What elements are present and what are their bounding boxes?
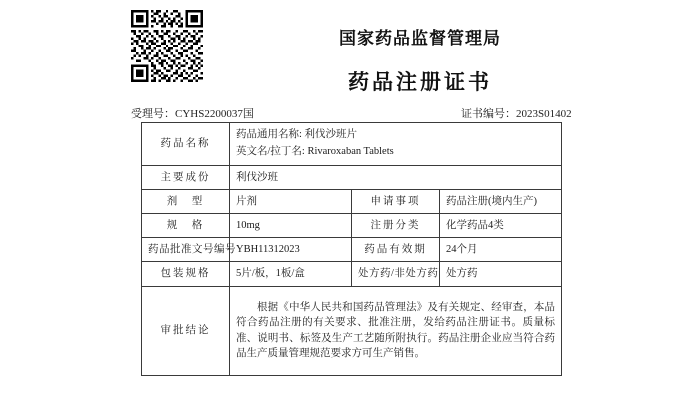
registration-category-value: 化学药品4类: [440, 214, 562, 238]
drug-english-name: 英文名/拉丁名: Rivaroxaban Tablets: [236, 145, 394, 157]
application-item-label: 申请事项: [352, 189, 440, 213]
registration-category-label: 注册分类: [352, 214, 440, 238]
drug-name-label: 药品名称: [142, 123, 230, 166]
prescription-type-label: 处方药/非处方药: [352, 262, 440, 286]
registration-table: [141, 122, 562, 376]
approval-number-label: 药品批准文号编号: [142, 238, 230, 262]
validity-period-label: 药品有效期: [352, 238, 440, 262]
certificate-number-label: 证书编号：: [461, 108, 516, 120]
acceptance-number-label: 受理号：: [131, 108, 175, 120]
application-item-value: 药品注册(境内生产): [440, 189, 562, 213]
main-ingredient-value: 利伐沙班: [230, 165, 562, 189]
package-spec-label: 包装规格: [142, 262, 230, 286]
acceptance-number: [131, 105, 254, 121]
table-row: [142, 165, 562, 189]
issuing-authority-title: 国家药品监督管理局: [339, 29, 501, 48]
conclusion-paragraph: 根据《中华人民共和国药品管理法》及有关规定、经审查，本品符合药品注册的有关要求、批准注册，发给药品注册证书。质量标准、说明书、标签及生产工艺随所附执行。药品注册企业应当符合药品生产质量管理规范要求方可生产销售。: [236, 302, 555, 359]
conclusion-label: 审批结论: [142, 286, 230, 375]
main-ingredient-label: 主要成份: [142, 165, 230, 189]
table-row: [142, 123, 562, 166]
specification-label: 规 格: [142, 214, 230, 238]
table-row: [142, 238, 562, 262]
certificate-number: [461, 105, 572, 121]
drug-name-value: [230, 123, 562, 166]
dosage-form-value: 片剂: [230, 189, 352, 213]
certificate-number-value: 2023S01402: [516, 108, 572, 120]
drug-generic-name: 药品通用名称: 利伐沙班片: [236, 129, 358, 140]
document-header: [210, 24, 630, 96]
package-spec-value: 5片/板，1板/盒: [230, 262, 352, 286]
prescription-type-value: 处方药: [440, 262, 562, 286]
approval-number-value: YBH11312023: [230, 238, 352, 262]
table-row: [142, 262, 562, 286]
specification-value: 10mg: [230, 214, 352, 238]
conclusion-text: [230, 286, 562, 375]
table-row: [142, 189, 562, 213]
dosage-form-label: 剂 型: [142, 189, 230, 213]
validity-period-value: 24个月: [440, 238, 562, 262]
acceptance-number-value: CYHS2200037国: [175, 108, 254, 120]
table-row: [142, 286, 562, 375]
table-row: [142, 214, 562, 238]
qr-code-icon: [131, 10, 203, 82]
certificate-title: 药品注册证书: [348, 70, 492, 94]
